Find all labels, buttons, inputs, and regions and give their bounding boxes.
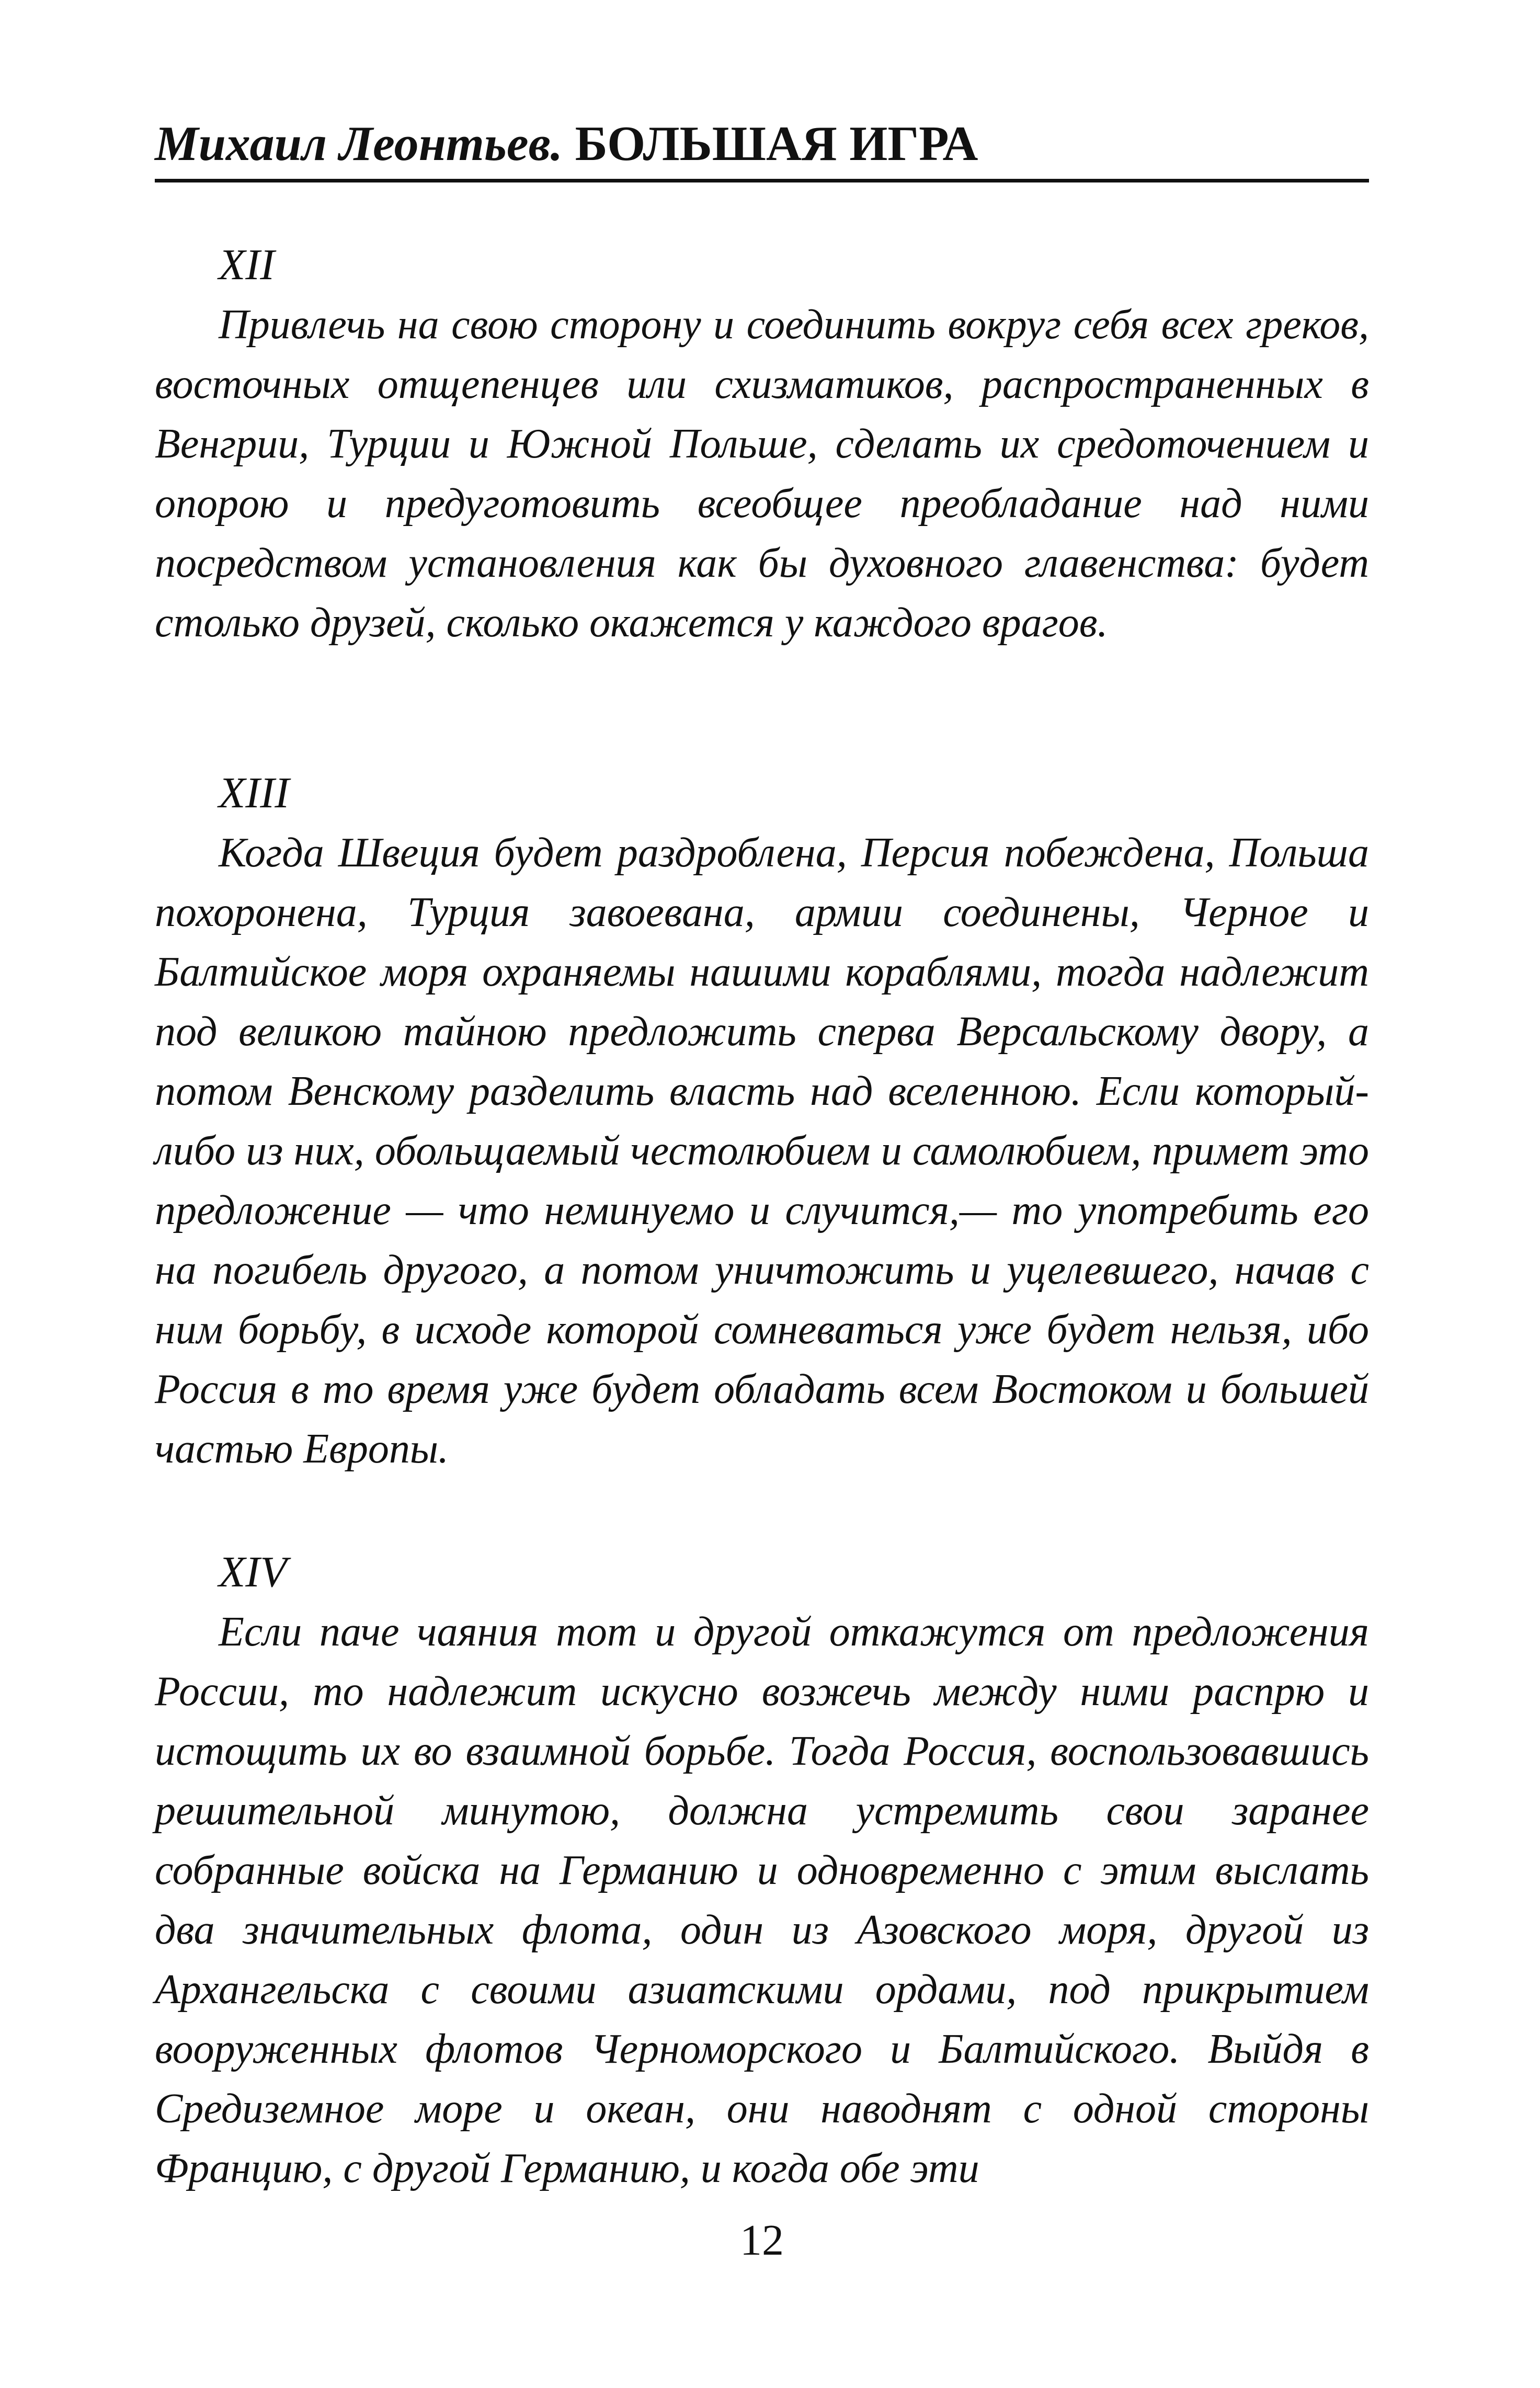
section-numeral: XIV [219,1548,287,1596]
book-page [155,105,1369,2327]
running-head-title: БОЛЬШАЯ ИГРА [575,117,978,171]
section-xii [155,235,1369,653]
running-head-author: Михаил Леонтьев. [155,117,563,171]
section-numeral: XIII [219,769,290,817]
section-xiii [155,763,1369,1479]
section-paragraph: Когда Швеция будет раздроблена, Персия побеждена, Польша похоронена, Турция завоевана, армии соединены, Черное и Балтийское моря охраняемы нашими кораблями, тогда надлежит под великою тайною предложить сперва Версальскому двору, а потом Венскому разделить власть над вселенною. Если который-либо из них, обольщаемый честолюбием и самолюбием, примет это предложение — что неминуемо и случится,— то употребить его на погибель другого, а потом уничтожить и уцелевшего, начав с ним борьбу, в исходе которой сомневаться уже будет нельзя, ибо Россия в то время уже будет обладать всем Востоком и большей частью Европы. [155,830,1369,1472]
page-number: 12 [740,2216,784,2265]
section-xiv [155,1543,1369,2198]
section-paragraph: Если паче чаяния тот и другой откажутся от предложения России, то надлежит искусно возжечь между ними распрю и истощить их во взаимной борьбе. Тогда Россия, воспользовавшись решительной минутою, должна устремить свои заранее собранные войска на Германию и одновременно с этим выслать два значительных флота, один из Азовского моря, другой из Архангельска с своими азиатскими ордами, под прикрытием вооруженных флотов Черноморского и Балтийского. Выйдя в Средиземное море и океан, они наводнят с одной стороны Францию, с другой Германию, и когда обе эти [155,1609,1369,2191]
section-numeral: XII [219,241,275,289]
section-paragraph: Привлечь на свою сторону и соединить вокруг себя всех греков, восточных отщепенцев или схизматиков, распространенных в Венгрии, Турции и Южной Польше, сделать их средоточением и опорою и предуготовить всеобщее преобладание над ними посредством установления как бы духовного главенства: будет столько друзей, сколько окажется у каждого врагов. [155,302,1369,646]
running-head [155,105,1369,183]
running-head-rule [155,179,1369,182]
